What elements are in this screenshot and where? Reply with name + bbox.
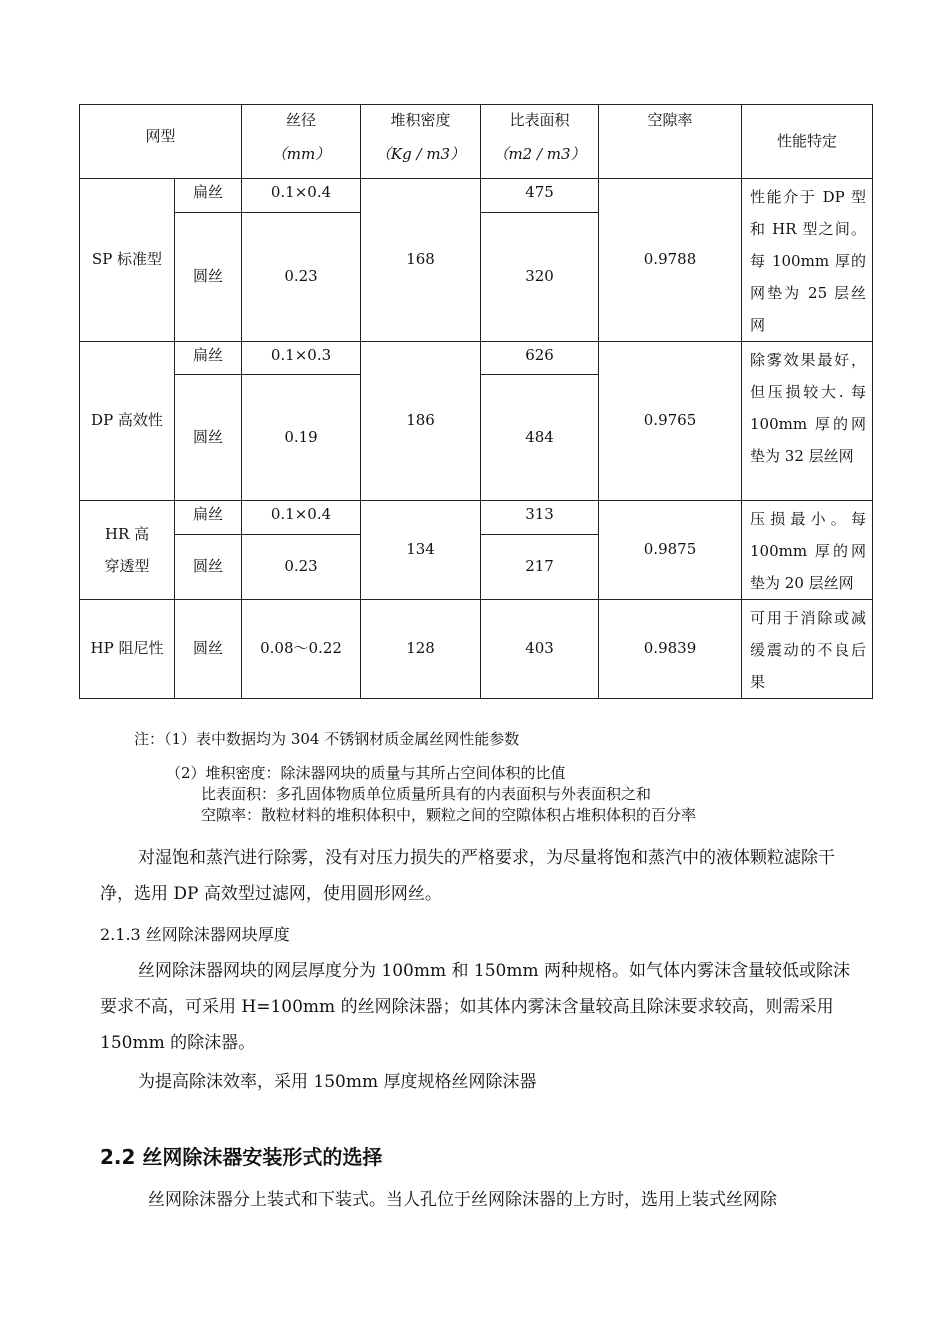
wire-shape: 圆丝: [175, 535, 242, 600]
density-value: 134: [361, 501, 481, 600]
table-row: [80, 179, 873, 213]
note-1: 注：（1）表中数据均为 304 不锈钢材质金属丝网性能参数: [134, 730, 520, 748]
wire-shape: 圆丝: [175, 600, 242, 699]
header-density-unit: （Kg / m3）: [375, 144, 466, 163]
wire-shape: 扁丝: [175, 501, 242, 535]
density-value: 128: [361, 600, 481, 699]
density-value: 186: [361, 342, 481, 501]
group-name: DP 高效性: [80, 342, 175, 501]
wire-dia: 0.23: [242, 535, 361, 600]
group-name: SP 标准型: [80, 179, 175, 342]
header-type: 网型: [80, 105, 242, 179]
performance-text: 性能介于 DP 型和 HR 型之间。每 100mm 厚的网垫为 25 层丝网: [742, 179, 873, 342]
note-4: 空隙率：散粒材料的堆积体积中，颗粒之间的空隙体积占堆积体积的百分率: [201, 806, 697, 824]
wire-shape: 圆丝: [175, 375, 242, 501]
header-wire-dia: [242, 105, 361, 179]
porosity-value: 0.9765: [599, 342, 742, 501]
paragraph-2: 丝网除沫器网块的网层厚度分为 100mm 和 150mm 两种规格。如气体内雾沫含量较低或除沫要求不高，可采用 H=100mm 的丝网除沫器；如其体内雾沫含量较高且除沫要求较高，则需采用 150mm 的除沫器。: [100, 961, 850, 1053]
section-heading-2-1-3: 2.1.3 丝网除沫器网块厚度: [100, 925, 290, 944]
wire-shape: 扁丝: [175, 179, 242, 213]
wire-dia: 0.23: [242, 212, 361, 341]
header-wire-dia-unit: （mm）: [271, 144, 331, 163]
wire-shape: 扁丝: [175, 342, 242, 375]
header-density: [361, 105, 481, 179]
header-surface-label: 比表面积: [509, 111, 570, 129]
porosity-value: 0.9788: [599, 179, 742, 342]
section-heading-2-2: 2.2 丝网除沫器安装形式的选择: [100, 1145, 383, 1169]
porosity-value: 0.9839: [599, 600, 742, 699]
paragraph-3: 为提高除沫效率，采用 150mm 厚度规格丝网除沫器: [138, 1072, 537, 1092]
wire-dia: 0.19: [242, 375, 361, 501]
surface-value: 626: [481, 342, 599, 375]
wire-dia: 0.1×0.4: [242, 501, 361, 535]
note-3: 比表面积：多孔固体物质单位质量所具有的内表面积与外表面积之和: [201, 785, 652, 803]
header-surface: [481, 105, 599, 179]
table-row: [80, 342, 873, 375]
paragraph-1: 对湿饱和蒸汽进行除雾，没有对压力损失的严格要求，为尽量将饱和蒸汽中的液体颗粒滤除干净，选用 DP 高效型过滤网，使用圆形网丝。: [100, 848, 835, 904]
header-porosity: 空隙率: [599, 105, 742, 179]
wire-dia: 0.08～0.22: [242, 600, 361, 699]
performance-text: 除雾效果最好，但压损较大. 每 100mm 厚的网垫为 32 层丝网: [742, 342, 873, 501]
header-performance: 性能特定: [742, 105, 873, 179]
group-name: HR 高穿透型: [80, 501, 175, 600]
surface-value: 475: [481, 179, 599, 213]
surface-value: 403: [481, 600, 599, 699]
surface-value: 313: [481, 501, 599, 535]
wire-dia: 0.1×0.4: [242, 179, 361, 213]
header-wire-dia-label: 丝径: [286, 111, 317, 129]
performance-text: 可用于消除或减缓震动的不良后果: [742, 600, 873, 699]
header-density-label: 堆积密度: [390, 111, 451, 129]
performance-text: 压损最小。每 100mm 厚的网垫为 20 层丝网: [742, 501, 873, 600]
table-row: [80, 600, 873, 699]
surface-value: 484: [481, 375, 599, 501]
surface-value: 320: [481, 212, 599, 341]
group-name: HP 阻尼性: [80, 600, 175, 699]
wire-dia: 0.1×0.3: [242, 342, 361, 375]
density-value: 168: [361, 179, 481, 342]
note-2: （2）堆积密度：除沫器网块的质量与其所占空间体积的比值: [166, 764, 566, 782]
surface-value: 217: [481, 535, 599, 600]
header-row: [80, 105, 873, 179]
wire-shape: 圆丝: [175, 212, 242, 341]
table-row: [80, 501, 873, 535]
header-surface-unit: （m2 / m3）: [493, 144, 586, 163]
porosity-value: 0.9875: [599, 501, 742, 600]
paragraph-4: 丝网除沫器分上装式和下装式。当人孔位于丝网除沫器的上方时，选用上装式丝网除: [148, 1190, 777, 1210]
spec-table: [79, 104, 873, 699]
